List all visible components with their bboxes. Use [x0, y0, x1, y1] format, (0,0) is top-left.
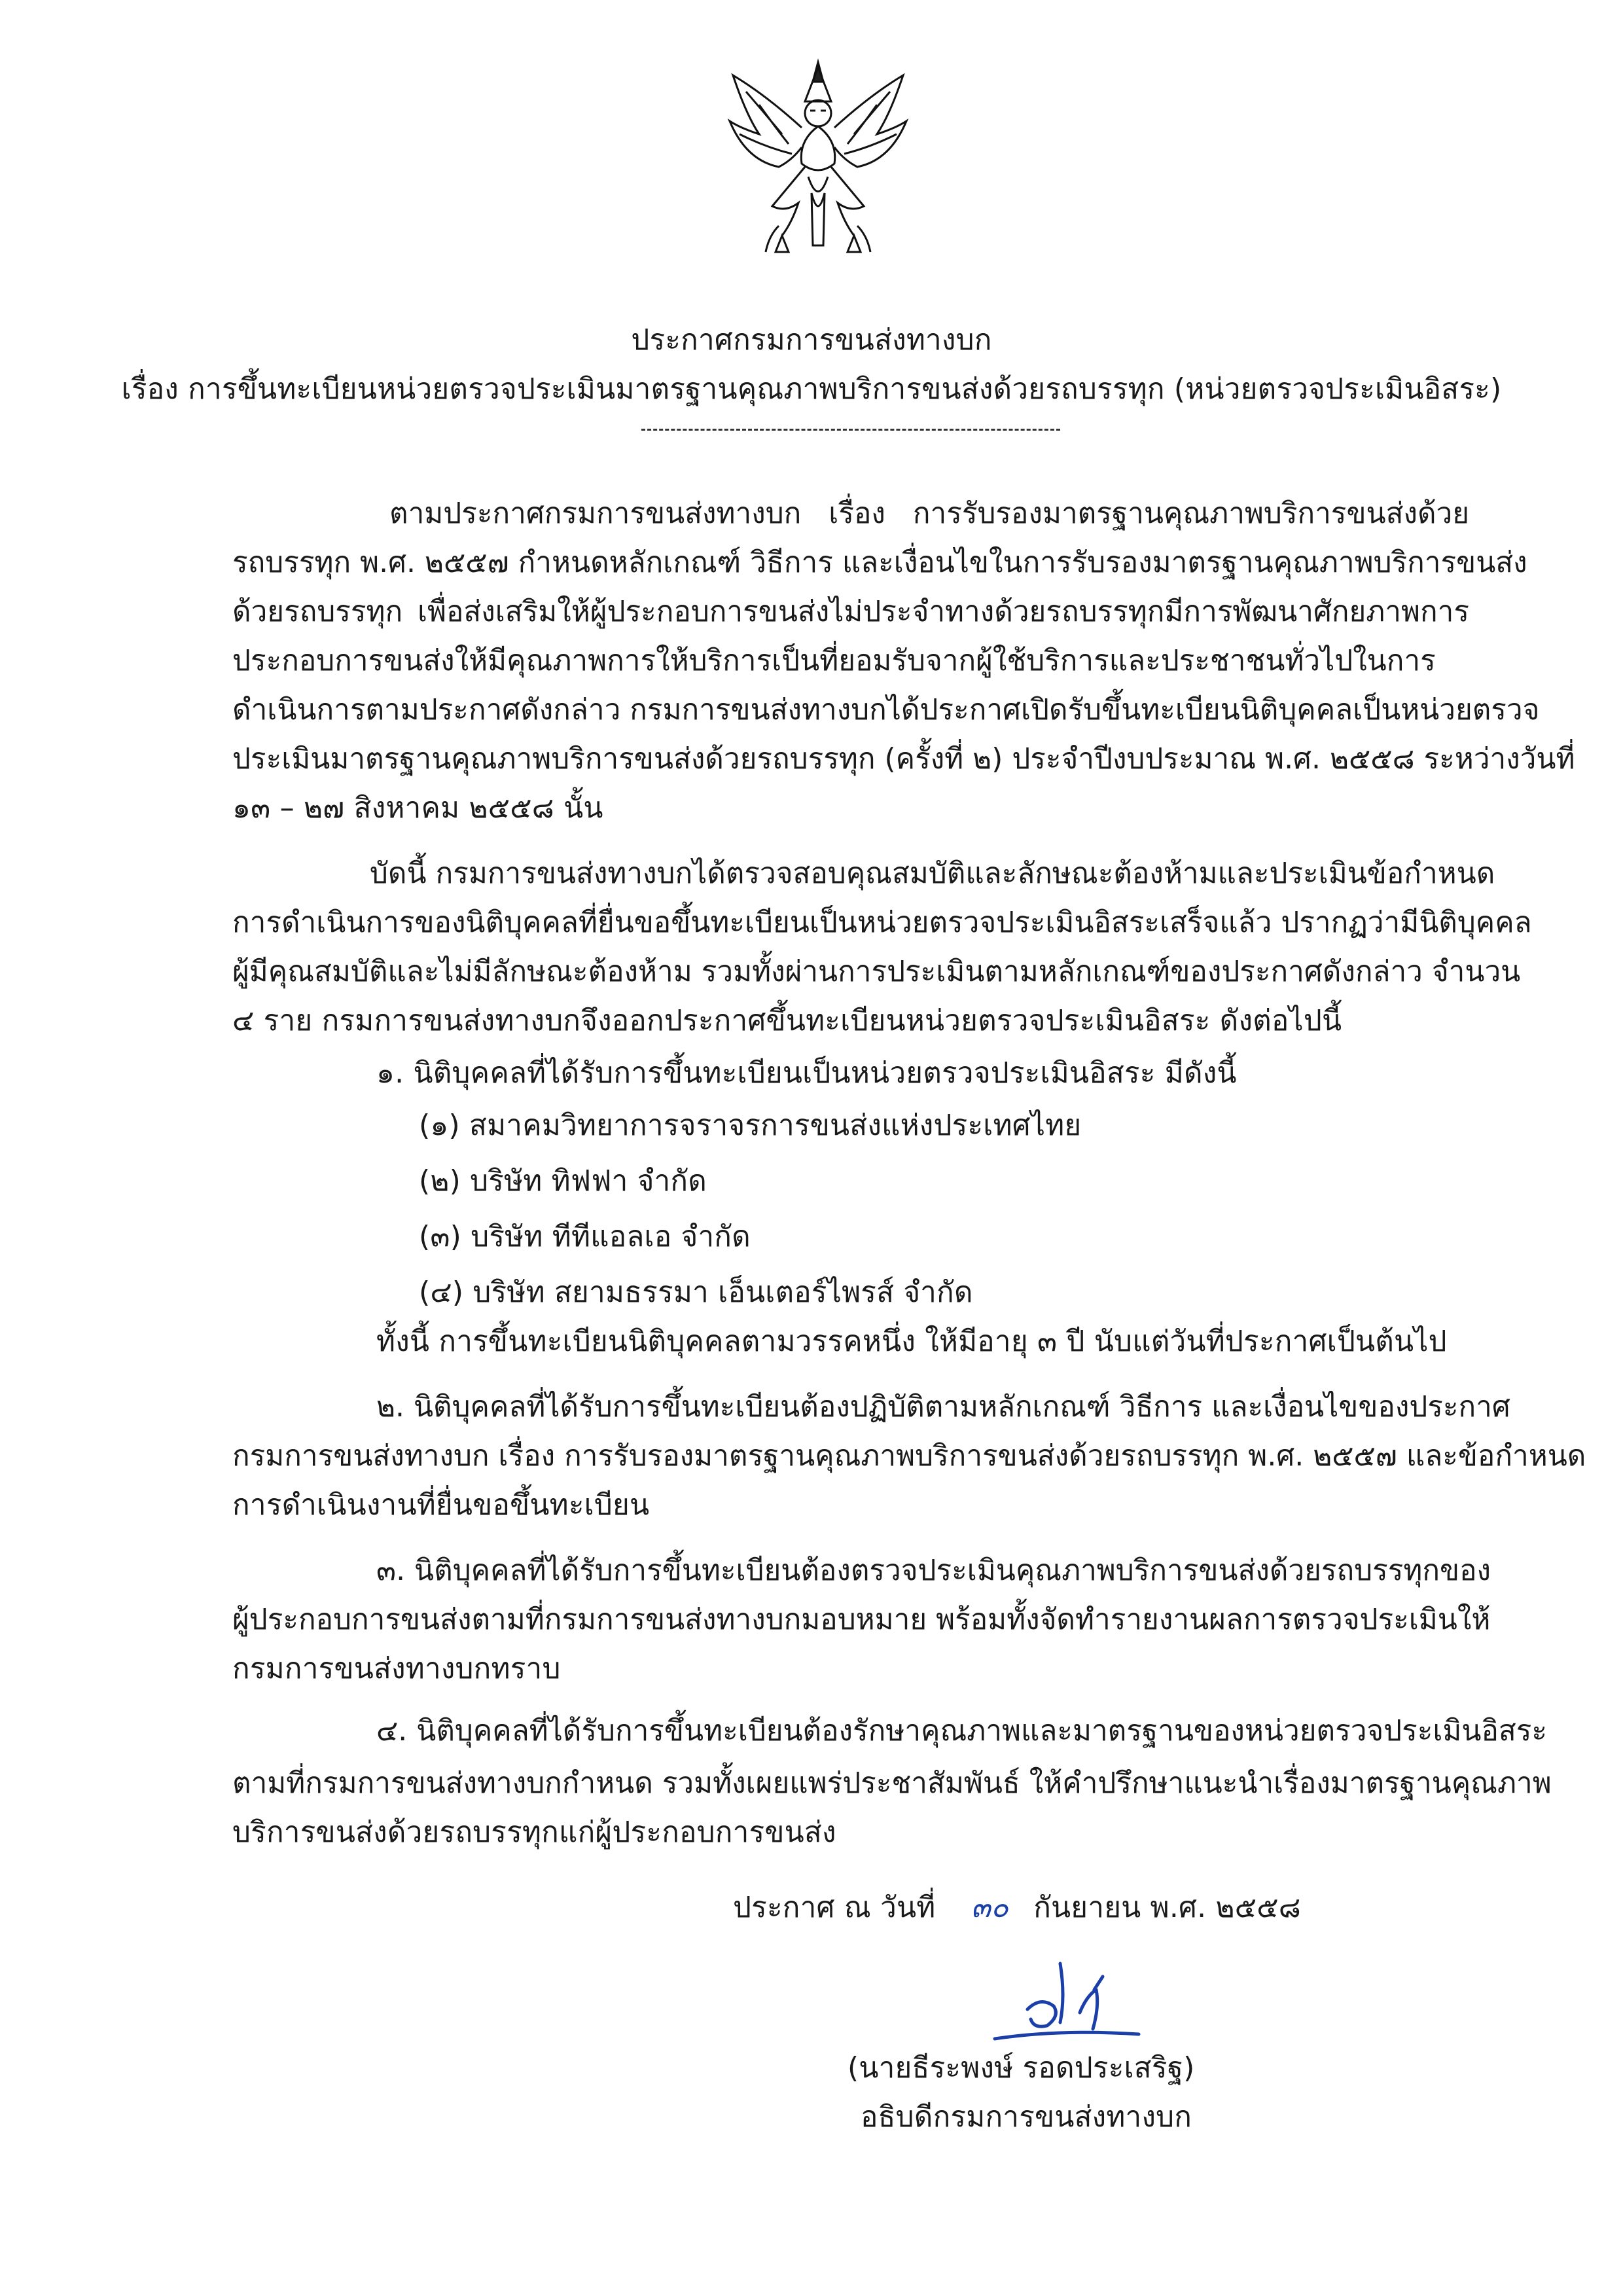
item1-note: ทั้งนี้ การขึ้นทะเบียนนิติบุคคลตามวรรคหนึ่ง ให้มีอายุ ๓ ปี นับแต่วันที่ประกาศเป็นต้นไป — [376, 1325, 1447, 1358]
intro-line: ประกอบการขนส่งให้มีคุณภาพการให้บริการเป็นที่ยอมรับจากผู้ใช้บริการและประชาชนทั่วไปในการ — [232, 644, 1436, 677]
intro-line: ๑๓ – ๒๗ สิงหาคม ๒๕๕๘ นั้น — [232, 791, 603, 825]
para2-line: ผู้มีคุณสมบัติและไม่มีลักษณะต้องห้าม รวมทั้งผ่านการประเมินตามหลักเกณฑ์ของประกาศดังกล่าว จำนวน — [232, 955, 1521, 988]
signature-mark — [982, 1950, 1152, 2062]
item2-line: การดำเนินงานที่ยื่นขอขึ้นทะเบียน — [232, 1488, 650, 1522]
date-month-year: กันยายน พ.ศ. ๒๕๕๘ — [1033, 1891, 1301, 1924]
para2-line: ๔ ราย กรมการขนส่งทางบกจึงออกประกาศขึ้นทะเบียนหน่วยตรวจประเมินอิสระ ดังต่อไปนี้ — [232, 1004, 1342, 1037]
date-prefix: ประกาศ ณ วันที่ — [733, 1891, 936, 1924]
item2-line: กรมการขนส่งทางบก เรื่อง การรับรองมาตรฐานคุณภาพบริการขนส่งด้วยรถบรรทุก พ.ศ. ๒๕๕๗ และข้อกำหนด — [232, 1439, 1586, 1473]
announcement-date — [733, 1888, 1301, 1928]
para2-line: การดำเนินการของนิติบุคคลที่ยื่นขอขึ้นทะเบียนเป็นหน่วยตรวจประเมินอิสระเสร็จแล้ว ปรากฏว่ามีนิติบุคคล — [232, 906, 1532, 939]
para2-line: บัดนี้ กรมการขนส่งทางบกได้ตรวจสอบคุณสมบัติและลักษณะต้องห้ามและประเมินข้อกำหนด — [370, 857, 1495, 890]
issuer-title: ประกาศกรมการขนส่งทางบก — [631, 323, 992, 357]
item4-line: ๔. นิติบุคคลที่ได้รับการขึ้นทะเบียนต้องรักษาคุณภาพและมาตรฐานของหน่วยตรวจประเมินอิสระ — [376, 1714, 1548, 1748]
garuda-emblem-icon — [720, 56, 916, 259]
entity-list-item: (๑) สมาคมวิทยาการจราจรการขนส่งแห่งประเทศไทย — [419, 1109, 1082, 1142]
intro-line: ด้วยรถบรรทุก เพื่อส่งเสริมให้ผู้ประกอบการขนส่งไม่ประจำทางด้วยรถบรรทุกมีการพัฒนาศักยภาพการ — [232, 595, 1469, 628]
intro-line: ตามประกาศกรมการขนส่งทางบก เรื่อง การรับรองมาตรฐานคุณภาพบริการขนส่งด้วย — [389, 497, 1469, 530]
item3-line: กรมการขนส่งทางบกทราบ — [232, 1652, 561, 1685]
intro-line: ประเมินมาตรฐานคุณภาพบริการขนส่งด้วยรถบรรทุก (ครั้งที่ ๒) ประจำปีงบประมาณ พ.ศ. ๒๕๕๘ ระหว่างวันที่ — [232, 742, 1575, 776]
subject-title: เรื่อง การขึ้นทะเบียนหน่วยตรวจประเมินมาตรฐานคุณภาพบริการขนส่งด้วยรถบรรทุก (หน่วยตรวจประเมินอิสระ) — [121, 372, 1502, 406]
item2-line: ๒. นิติบุคคลที่ได้รับการขึ้นทะเบียนต้องปฏิบัติตามหลักเกณฑ์ วิธีการ และเงื่อนไขของประกาศ — [376, 1390, 1510, 1424]
item3-line: ๓. นิติบุคคลที่ได้รับการขึ้นทะเบียนต้องตรวจประเมินคุณภาพบริการขนส่งด้วยรถบรรทุกของ — [376, 1554, 1491, 1587]
item3-line: ผู้ประกอบการขนส่งตามที่กรมการขนส่งทางบกมอบหมาย พร้อมทั้งจัดทำรายงานผลการตรวจประเมินให้ — [232, 1603, 1491, 1636]
separator-line — [641, 429, 1060, 431]
date-day: ๓๐ — [971, 1891, 1008, 1924]
entity-list-item: (๒) บริษัท ทิฟฟา จำกัด — [419, 1164, 707, 1198]
intro-line: รถบรรทุก พ.ศ. ๒๕๕๗ กำหนดหลักเกณฑ์ วิธีการ และเงื่อนไขในการรับรองมาตรฐานคุณภาพบริการขนส่ง — [232, 546, 1527, 579]
item4-line: ตามที่กรมการขนส่งทางบกกำหนด รวมทั้งเผยแพร่ประชาสัมพันธ์ ให้คำปรึกษาแนะนำเรื่องมาตรฐานคุณภาพ — [232, 1767, 1552, 1800]
intro-line: ดำเนินการตามประกาศดังกล่าว กรมการขนส่งทางบกได้ประกาศเปิดรับขึ้นทะเบียนนิติบุคคลเป็นหน่วยตรวจ — [232, 693, 1540, 726]
item1-heading: ๑. นิติบุคคลที่ได้รับการขึ้นทะเบียนเป็นหน่วยตรวจประเมินอิสระ มีดังนี้ — [376, 1056, 1237, 1090]
item4-line: บริการขนส่งด้วยรถบรรทุกแก่ผู้ประกอบการขนส่ง — [232, 1816, 836, 1849]
signatory-name: (นายธีระพงษ์ รอดประเสริฐ) — [847, 2051, 1195, 2085]
entity-list-item: (๓) บริษัท ทีทีแอลเอ จำกัด — [419, 1220, 751, 1253]
signatory-position: อธิบดีกรมการขนส่งทางบก — [861, 2100, 1192, 2134]
entity-list-item: (๔) บริษัท สยามธรรมา เอ็นเตอร์ไพรส์ จำกัด — [419, 1276, 973, 1309]
